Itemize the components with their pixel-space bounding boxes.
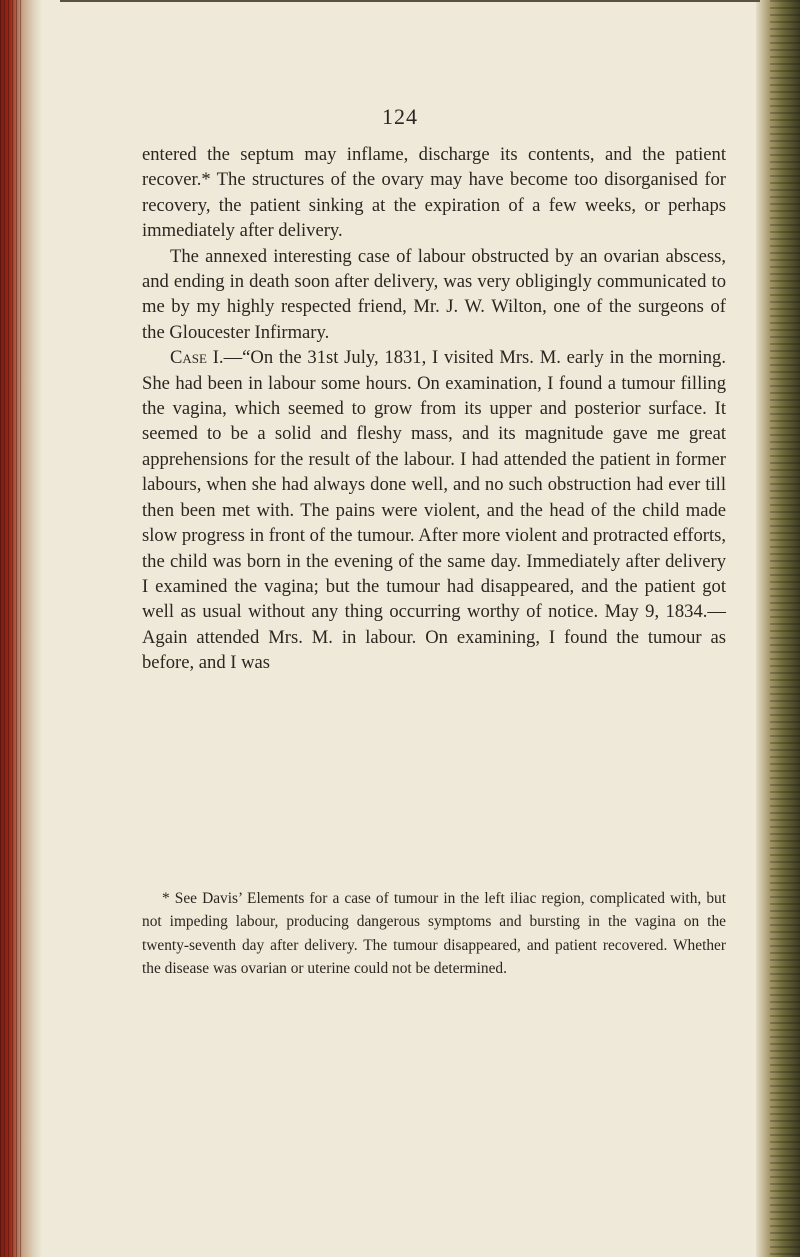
footnote: [142, 887, 726, 981]
top-page-edge: [60, 0, 760, 2]
case-text: —“On the 31st July, 1831, I visited Mrs. M. early in the morning. She had been in labour some hours. On examination, I found a tumour filling the vagina, which seemed to grow from its upper and posterior surface. It seemed to be a solid and fleshy mass, and its magnitude gave me great apprehensions for the result of the labour. I had attended the patient in former labours, when she had always done well, and no such obstruction had ever till then been met with. The pains were violent, and the head of the child made slow progress in front of the tumour. After more violent and protracted efforts, the child was born in the evening of the same day. Immediately after delivery I examined the vagina; but the tumour had disappeared, and the patient got well as usual without any thing occurring worthy of notice. May 9, 1834.—Again attended Mrs. M. in labour. On examining, I found the tumour as before, and I was: [142, 347, 726, 674]
footnote-text: * See Davis’ Elements for a case of tumour in the left iliac region, complicated with, but not impeding labour, producing dangerous symptoms and bursting in the vagina on the twenty-seventh day after delivery. The tumour disappeared, and patient recovered. Whether the disease was ovarian or uterine could not be determined.: [142, 890, 726, 978]
paragraph-1: entered the septum may inflame, discharge its contents, and the patient recover.* The structures of the ovary may have become too disorganised for recovery, the patient sinking at the expiration of a few weeks, or perhaps immediately after delivery.: [142, 144, 726, 242]
case-label: Case I.: [170, 347, 224, 369]
paragraph-3: [142, 345, 726, 675]
left-binding-texture: [0, 0, 22, 1257]
paragraph-2: The annexed interesting case of labour obstructed by an ovarian abscess, and ending in death soon after delivery, was very obligingly communicated to me by my highly respected friend, Mr. J. W. Wilton, one of the surgeons of the Gloucester Infirmary.: [142, 245, 726, 343]
right-binding-texture: [770, 0, 800, 1257]
body-text: [142, 142, 726, 676]
page-number: 124: [382, 104, 418, 129]
